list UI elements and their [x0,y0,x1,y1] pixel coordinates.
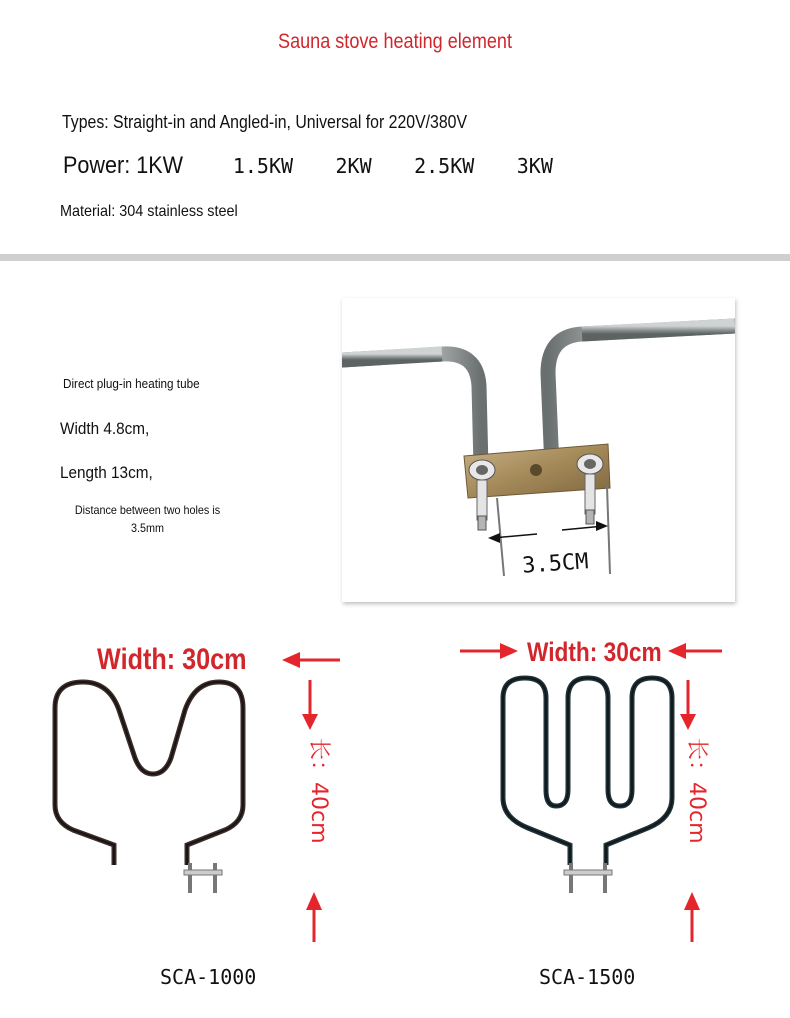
power-option: 2.5KW [414,154,475,178]
power-option: 2KW [335,154,372,178]
section-divider [0,254,790,261]
page-title: Sauna stove heating element [278,30,512,53]
tube-holes-line2: 3.5mm [130,521,165,535]
tube-width: Width 4.8cm, [60,419,150,438]
material-line: Material: 304 stainless steel [60,203,238,220]
length-label: 长：40cm [306,738,331,844]
sca-1500-diagram [400,620,790,960]
heating-tube-photo [342,298,735,602]
width-label: Width: 30cm [97,643,247,676]
types-line: Types: Straight-in and Angled-in, Universal for 220V/380V [62,112,468,132]
power-label: Power: 1KW [63,152,184,179]
length-label: 长：40cm [684,738,709,844]
model-name: SCA-1500 [539,965,636,989]
power-row [63,152,553,180]
tube-holes [69,501,227,537]
tube-length: Length 13cm, [60,463,153,482]
width-label: Width: 30cm [527,637,662,667]
power-option: 1.5KW [232,154,294,178]
power-option: 3KW [516,154,553,178]
hole-distance-label: 3.5CM [521,549,590,579]
model-name: SCA-1000 [160,965,257,989]
tube-title: Direct plug-in heating tube [63,376,200,391]
tube-holes-line1: Distance between two holes is [74,503,221,517]
